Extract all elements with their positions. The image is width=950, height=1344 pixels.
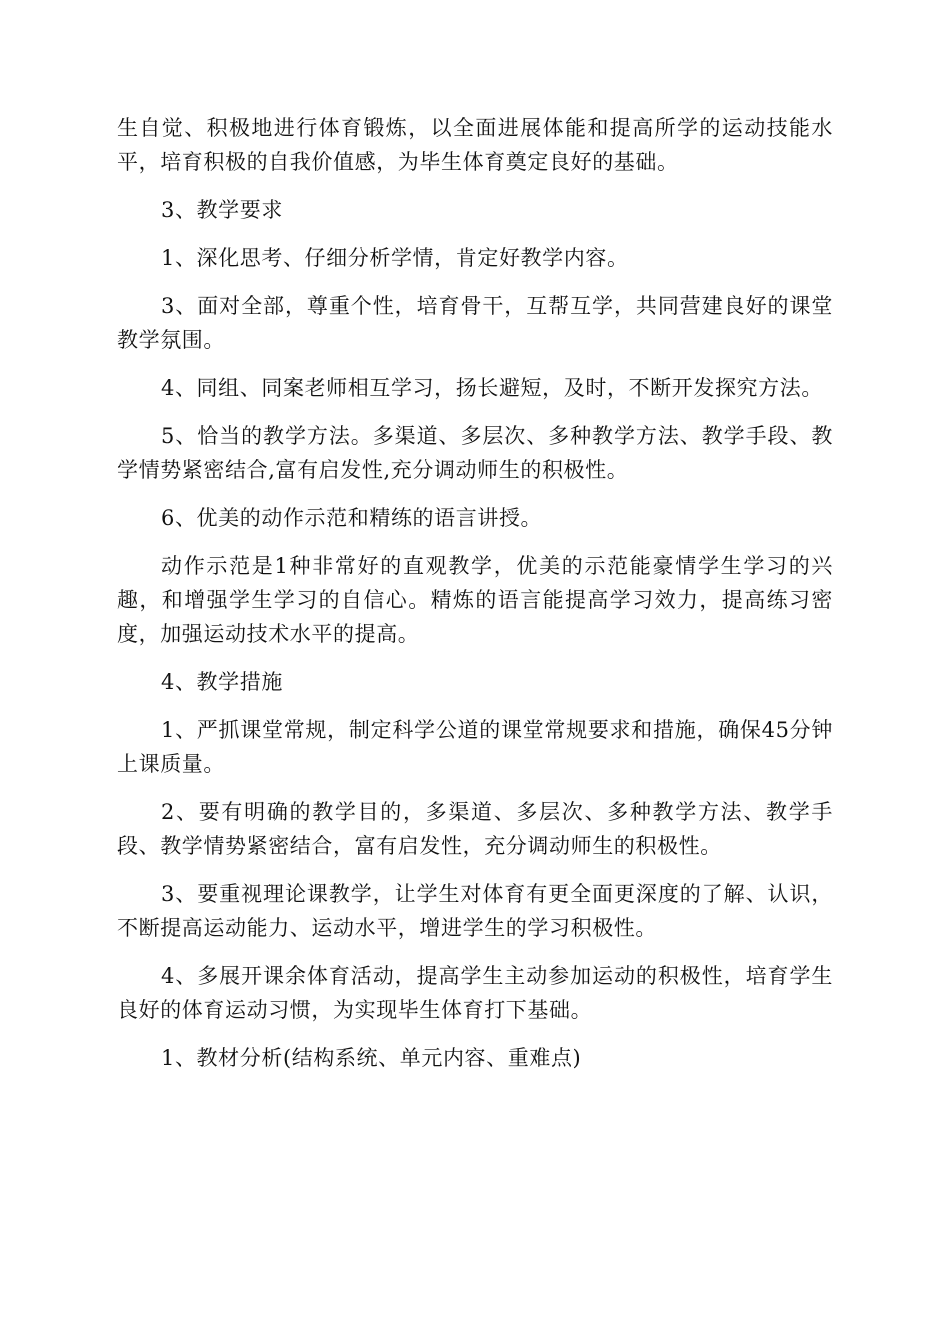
- paragraph-demonstration: 动作示范是1种非常好的直观教学，优美的示范能豪情学生学习的兴趣，和增强学生学习的自信心。精炼的语言能提高学习效力，提高练习密度，加强运动技术水平的提高。: [117, 554, 833, 646]
- measure-item: 1、严抓课堂常规，制定科学公道的课堂常规要求和措施，确保45分钟上课质量。: [117, 718, 833, 776]
- requirement-item: 5、恰当的教学方法。多渠道、多层次、多种教学方法、教学手段、教学情势紧密结合,富有启发性,充分调动师生的积极性。: [117, 424, 833, 482]
- measure-item: 3、要重视理论课教学，让学生对体育有更全面更深度的了解、认识，不断提高运动能力、运动水平，增进学生的学习积极性。: [117, 882, 833, 940]
- paragraph-intro-continuation: 生自觉、积极地进行体育锻炼，以全面进展体能和提高所学的运动技能水平，培育积极的自我价值感，为毕生体育奠定良好的基础。: [117, 116, 833, 174]
- section-heading-teaching-requirements: 3、教学要求: [161, 198, 283, 222]
- section-heading-teaching-measures: 4、教学措施: [161, 670, 283, 694]
- document-body: [117, 111, 833, 1089]
- requirement-item: 4、同组、同案老师相互学习，扬长避短，及时，不断开发探究方法。: [161, 376, 823, 400]
- textbook-analysis-heading: 1、教材分析(结构系统、单元内容、重难点): [161, 1046, 582, 1070]
- measure-item: 4、多展开课余体育活动，提高学生主动参加运动的积极性，培育学生良好的体育运动习惯，为实现毕生体育打下基础。: [117, 964, 833, 1022]
- requirement-item: 6、优美的动作示范和精练的语言讲授。: [161, 506, 543, 530]
- requirement-item: 1、深化思考、仔细分析学情，肯定好教学内容。: [161, 246, 629, 270]
- measure-item: 2、要有明确的教学目的，多渠道、多层次、多种教学方法、教学手段、教学情势紧密结合，富有启发性，充分调动师生的积极性。: [117, 800, 833, 858]
- requirement-item: 3、面对全部，尊重个性，培育骨干，互帮互学，共同营建良好的课堂教学氛围。: [117, 294, 833, 352]
